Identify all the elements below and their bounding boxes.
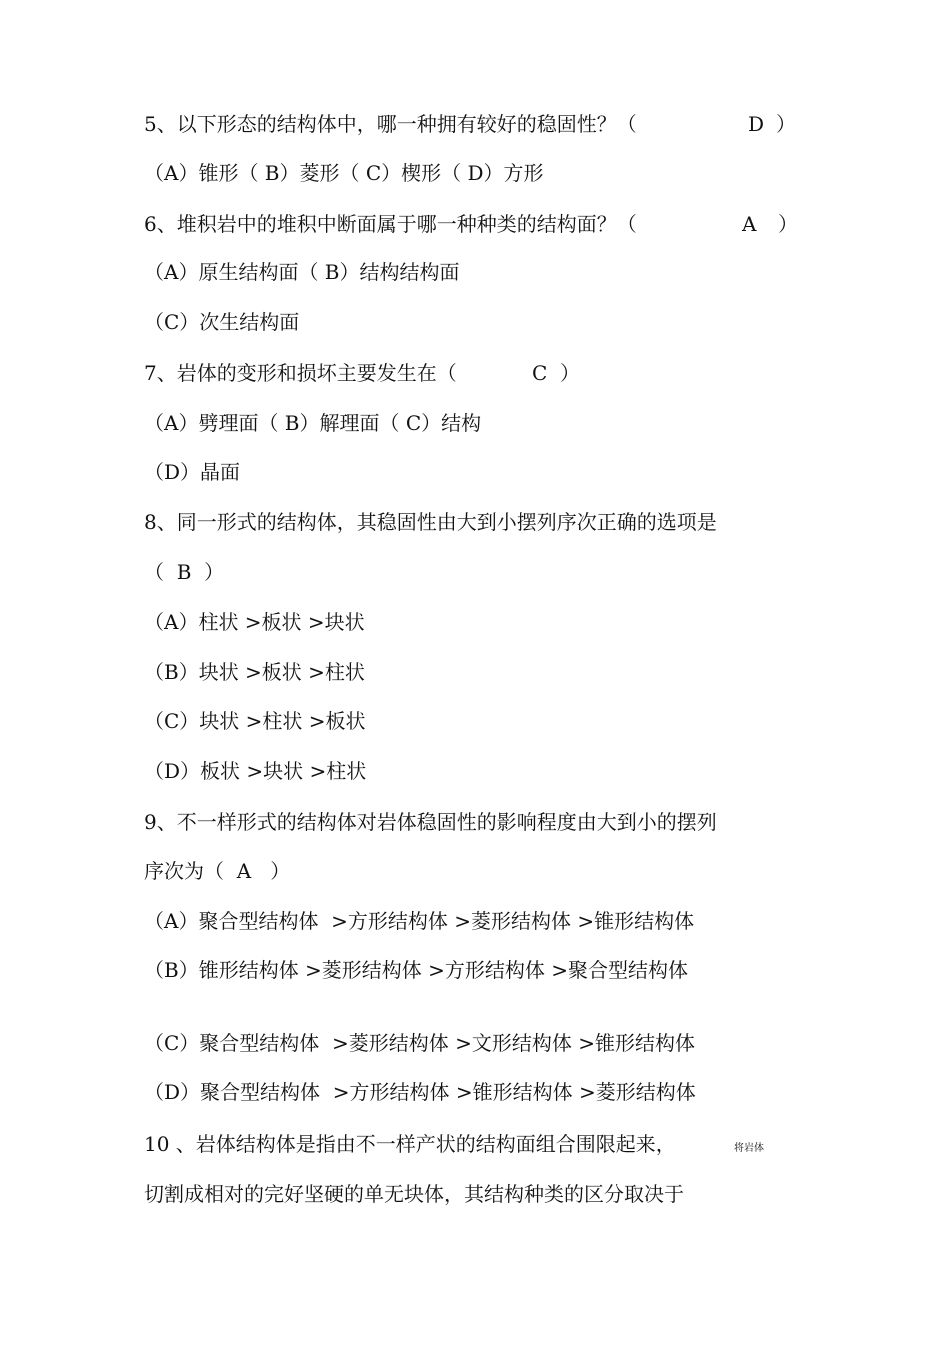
question-8-option-line: （A）柱状 >板状 >块状 [144,610,365,634]
question-8-answer-line: （ B ） [144,560,225,584]
question-9-option-line: （D）聚合型结构体 >方形结构体 >锥形结构体 >菱形结构体 [144,1080,696,1104]
question-8-option-line: （C）块状 >柱状 >板状 [144,709,366,733]
question-6-close-paren: ） [778,212,798,236]
question-9-option-line: （C）聚合型结构体 >菱形结构体 >文形结构体 >锥形结构体 [144,1031,696,1055]
question-8-stem: 8、同一形式的结构体，其稳固性由大到小摆列序次正确的选项是 [144,510,717,534]
question-10-stem-continued: 切割成相对的完好坚硬的单无块体，其结构种类的区分取决于 [144,1182,684,1206]
question-6-option-line: （A）原生结构面（ B）结构结构面 [144,260,460,284]
question-9-option-line: （B）锥形结构体 >菱形结构体 >方形结构体 >聚合型结构体 [144,958,689,982]
question-9-option-line: （A）聚合型结构体 >方形结构体 >菱形结构体 >锥形结构体 [144,909,695,933]
question-10-stem: 10 、岩体结构体是指由不一样产状的结构面组合围限起来， [144,1132,676,1156]
question-7-option-line: （A）劈理面（ B）解理面（ C）结构 [144,411,482,435]
question-7-answer: C [532,361,548,385]
question-8-option-line: （D）板状 >块状 >柱状 [144,759,367,783]
question-6-option-line: （C）次生结构面 [144,310,300,334]
question-9-answer-line: 序次为（ A ） [144,859,291,883]
question-7-stem: 7、岩体的变形和损坏主要发生在（ [144,361,457,385]
question-6-stem: 6、堆积岩中的堆积中断面属于哪一种种类的结构面？（ [144,212,637,236]
question-5-close-paren: ） [776,112,796,136]
question-9-stem: 9、不一样形式的结构体对岩体稳固性的影响程度由大到小的摆列 [144,810,717,834]
question-6-answer: A [742,212,757,236]
question-5-answer: D [748,112,765,136]
question-8-option-line: （B）块状 >板状 >柱状 [144,660,365,684]
question-5-stem: 5、以下形态的结构体中，哪一种拥有较好的稳固性？（ [144,112,637,136]
question-5-option-line: （A）锥形（ B）菱形（ C）楔形（ D）方形 [144,161,544,185]
question-10-small-note: 将岩体 [734,1143,764,1154]
question-7-option-line: （D）晶面 [144,460,241,484]
question-7-close-paren: ） [560,361,580,385]
